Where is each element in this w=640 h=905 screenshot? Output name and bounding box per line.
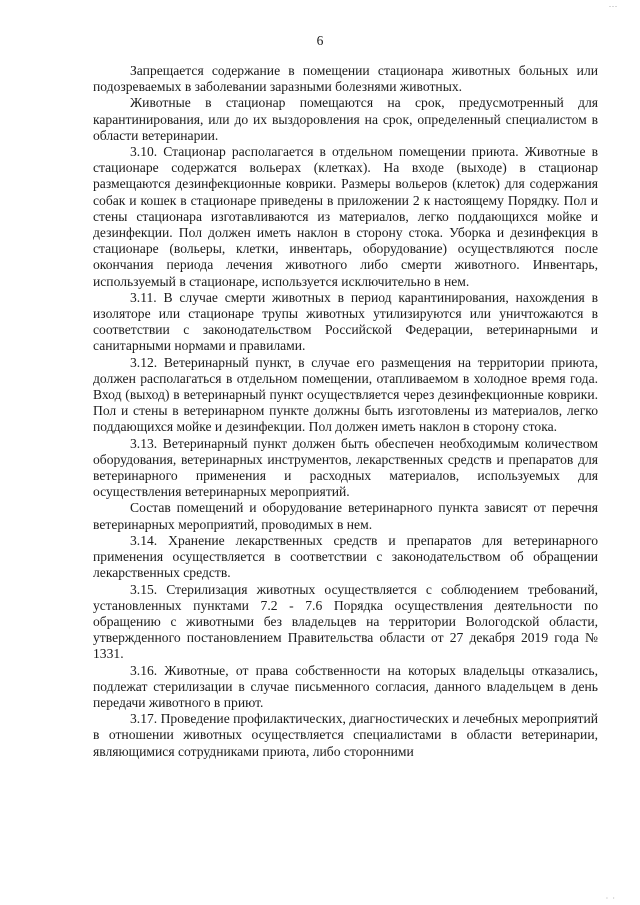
paragraph: 3.13. Ветеринарный пункт должен быть обеспечен необходимым количеством оборудования, ветеринарных инструментов, лекарственных средств и препаратов для ветеринарного применения и расходных материалов, используемых для осуществления ветеринарных мероприятий. <box>93 435 598 500</box>
paragraph: 3.11. В случае смерти животных в период карантинирования, нахождения в изоляторе или стационаре трупы животных утилизируются или уничтожаются в соответствии с законодательством Российской Федерации, ветеринарными и санитарными нормами и правилами. <box>93 289 598 354</box>
paragraph: 3.10. Стационар располагается в отдельном помещении приюта. Животные в стационаре содержатся вольерах (клетках). На входе (выходе) в стационар размещаются дезинфекционные коврики. Размеры вольеров (клеток) для содержания собак и кошек в стационаре приведены в приложении 2 к настоящему Порядку. Пол и стены стационара изготавливаются из материалов, легко поддающихся мойке и дезинфекции. Пол должен иметь наклон в сторону стока. Уборка и дезинфекция в стационаре (вольеры, клетки, инвентарь, оборудование) осуществляются после окончания периода лечения животного либо смерти животного. Инвентарь, используемый в стационаре, используется исключительно в нем. <box>93 144 598 289</box>
paragraph: 3.15. Стерилизация животных осуществляется с соблюдением требований, установленных пунктами 7.2 - 7.6 Порядка осуществления деятельности по обращению с животными без владельцев на территории Вологодской области, утвержденного постановлением Правительства области от 27 декабря 2019 года № 1331. <box>93 581 598 662</box>
paragraph: Запрещается содержание в помещении стационара животных больных или подозреваемых в заболевании заразными болезнями животных. <box>93 63 598 95</box>
paragraph: 3.17. Проведение профилактических, диагностических и лечебных мероприятий в отношении животных осуществляется специалистами в области ветеринарии, являющимися сотрудниками приюта, либо сторонними <box>93 711 598 759</box>
paragraph: 3.14. Хранение лекарственных средств и препаратов для ветеринарного применения осуществляется в соответствии с законодательством об обращении лекарственных средств. <box>93 532 598 581</box>
document-body <box>93 63 598 760</box>
paragraph: 3.16. Животные, от права собственности на которых владельцы отказались, подлежат стерилизации в случае письменного согласия, данного владельцем в день передачи животного в приют. <box>93 662 598 710</box>
paragraph: Животные в стационар помещаются на срок, предусмотренный для карантинирования, или до их выздоровления на срок, определенный специалистом в области ветеринарии. <box>93 95 598 143</box>
paragraph: 3.12. Ветеринарный пункт, в случае его размещения на территории приюта, должен располагаться в отдельном помещении, отапливаемом в холодное время года. Вход (выход) в ветеринарный пункт осуществляется через дезинфекционные коврики. Пол и стены в ветеринарном пункте должны быть изготовлены из материалов, легко поддающихся мойке и дезинфекции. Пол должен иметь наклон в сторону стока. <box>93 354 598 435</box>
paragraph: Состав помещений и оборудование ветеринарного пункта зависят от перечня ветеринарных мероприятий, проводимых в нем. <box>93 500 598 532</box>
scan-mark-bottom: · · <box>605 894 616 903</box>
page-number: 6 <box>316 33 324 48</box>
scan-mark-top: ... <box>609 0 618 9</box>
